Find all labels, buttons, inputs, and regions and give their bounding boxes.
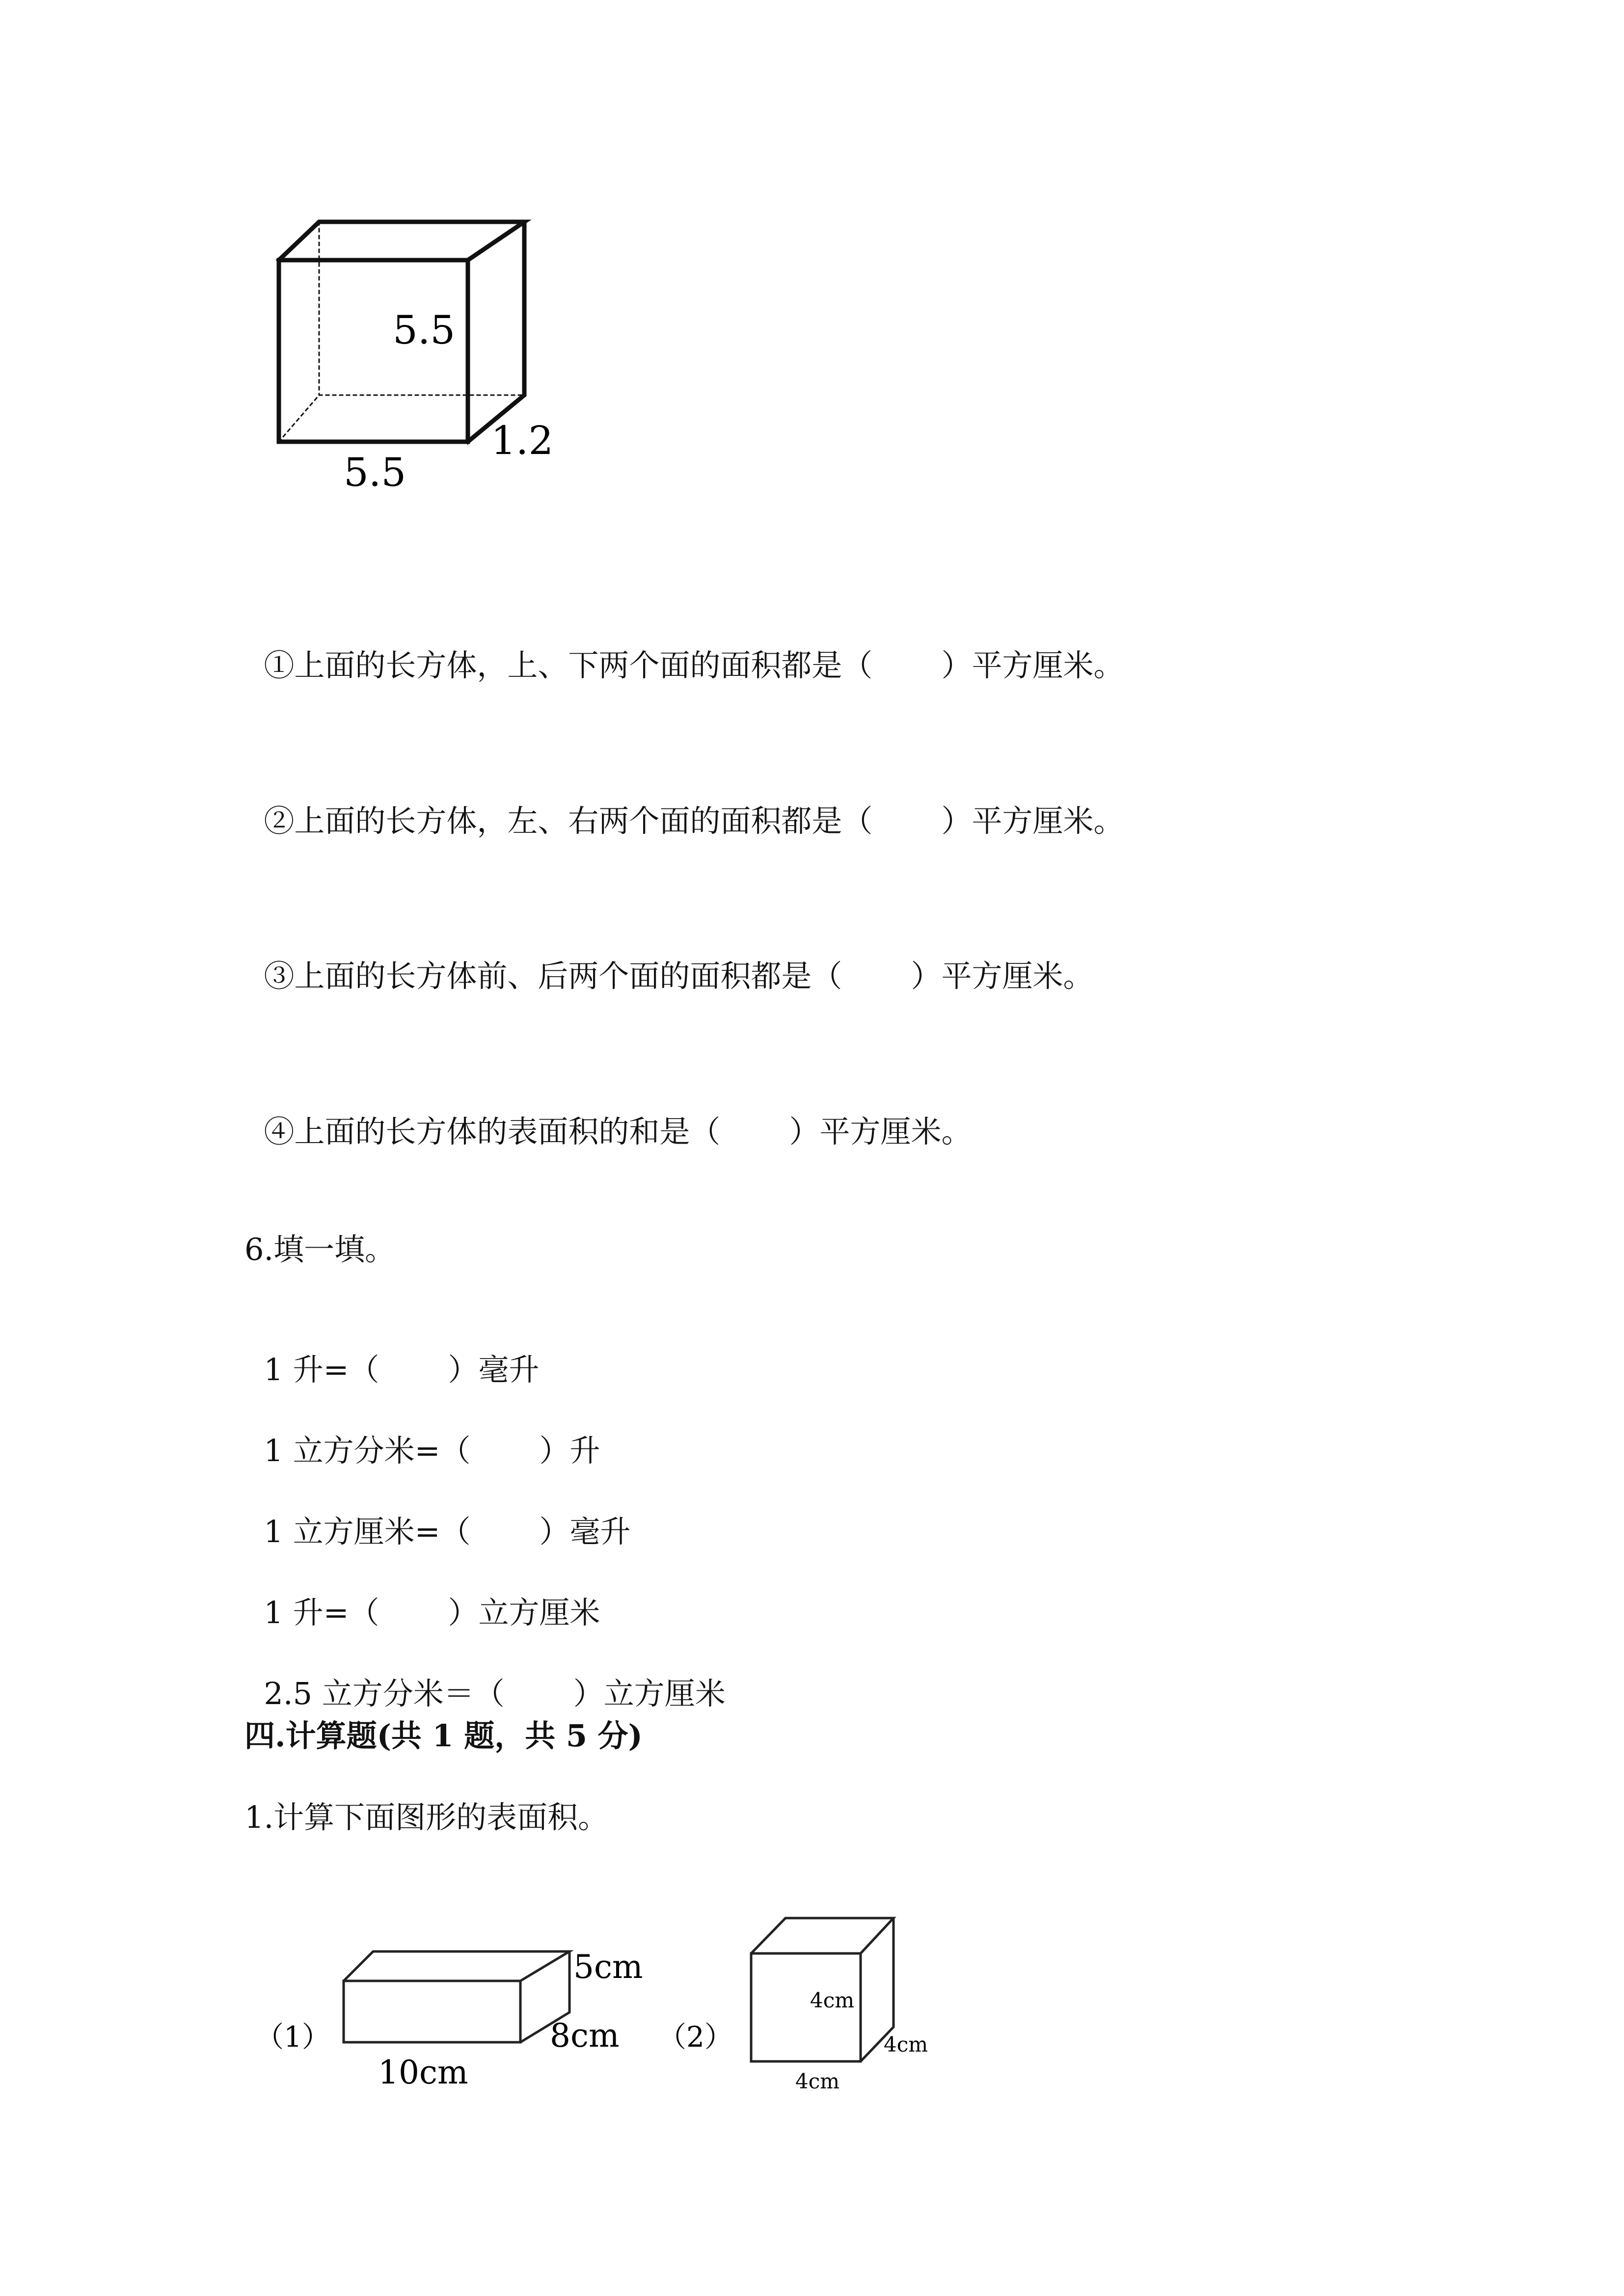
solids-figure-2 bbox=[245, 1904, 972, 2120]
fill-item: 1 升=（ ）立方厘米 bbox=[264, 1595, 600, 1630]
fill-item: 2.5 立方分米＝（ ）立方厘米 bbox=[264, 1676, 726, 1711]
cuboid-figure-1 bbox=[265, 206, 569, 510]
question-1: ①上面的长方体，上、下两个面的面积都是（ ）平方厘米。 bbox=[264, 647, 1124, 683]
cuboid-length-label: 10cm bbox=[378, 2054, 468, 2091]
cuboid-height-label: 5cm bbox=[573, 1948, 643, 1986]
question-4: ④上面的长方体的表面积的和是（ ）平方厘米。 bbox=[264, 1114, 972, 1149]
section-6-title: 6.填一填。 bbox=[244, 1231, 396, 1267]
figure-label-1: （1） bbox=[255, 2020, 330, 2054]
cube-height-label: 4cm bbox=[810, 1988, 855, 2012]
fill-item: 1 立方厘米=（ ）毫升 bbox=[264, 1514, 631, 1549]
calc-question: 1.计算下面图形的表面积。 bbox=[244, 1799, 609, 1835]
fill-item: 1 立方分米=（ ）升 bbox=[264, 1433, 600, 1468]
height-label: 5.5 bbox=[393, 307, 456, 353]
figure-label-2: （2） bbox=[658, 2020, 733, 2054]
length-label: 5.5 bbox=[344, 450, 406, 495]
fill-item: 1 升=（ ）毫升 bbox=[264, 1352, 540, 1388]
cube-depth-label: 4cm bbox=[884, 2032, 928, 2056]
cuboid-width-label: 8cm bbox=[550, 2017, 620, 2055]
section-4-heading: 四.计算题(共 1 题，共 5 分) bbox=[244, 1718, 643, 1754]
width-label: 1.2 bbox=[491, 418, 554, 463]
question-2: ②上面的长方体，左、右两个面的面积都是（ ）平方厘米。 bbox=[264, 803, 1124, 839]
question-3: ③上面的长方体前、后两个面的面积都是（ ）平方厘米。 bbox=[264, 958, 1094, 994]
cube-length-label: 4cm bbox=[795, 2069, 840, 2093]
